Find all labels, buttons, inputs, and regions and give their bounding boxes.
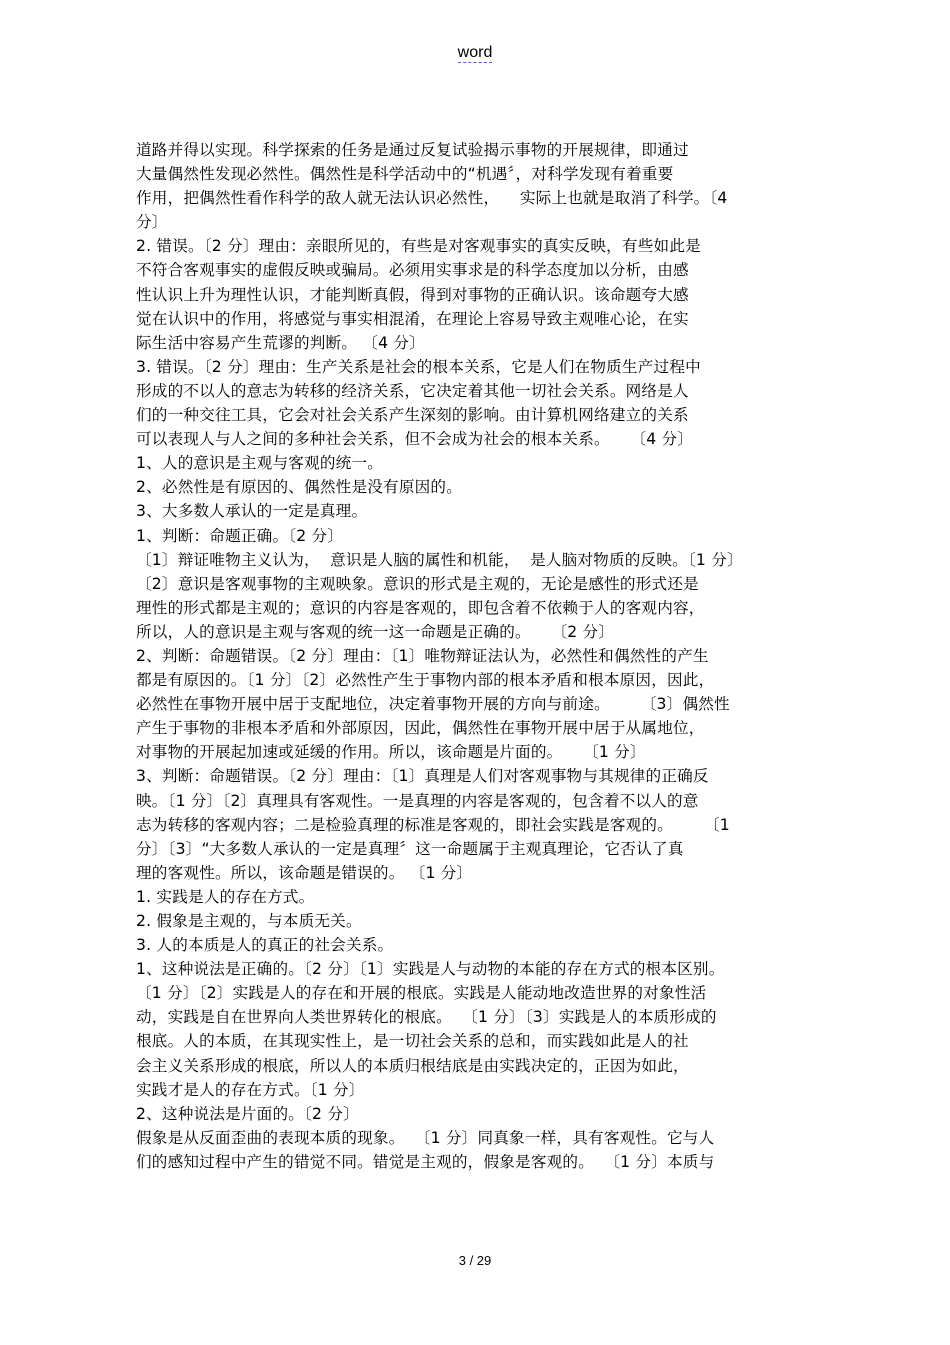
text-line: 所以，人的意识是主观与客观的统一这一命题是正确的。 〔2 分〕 — [136, 622, 615, 641]
text-line: 志为转移的客观内容；二是检验真理的标准是客观的，即社会实践是客观的。 〔1 — [136, 815, 730, 834]
text-line: 作用，把偶然性看作科学的敌人就无法认识必然性， 实际上也就是取消了科学。〔4 — [136, 189, 728, 208]
text-line: 会主义关系形成的根底，所以人的本质归根结底是由实践决定的，正因为如此， — [136, 1056, 689, 1075]
text-line: 道路并得以实现。科学探索的任务是通过反复试验揭示事物的开展规律，即通过 — [136, 141, 689, 159]
page-number: 3 / 29 — [458, 1253, 492, 1268]
text-line: 3、大多数人承认的一定是真理。 — [136, 502, 368, 521]
text-line: 1、判断：命题正确。〔2 分〕 — [136, 526, 344, 545]
text-line: 3. 人的本质是人的真正的社会关系。 — [136, 936, 394, 955]
text-line: 性认识上升为理性认识，才能判断真假，得到对事物的正确认识。该命题夸大感 — [136, 285, 689, 304]
text-line: 分〕 — [136, 213, 168, 232]
header-title: word — [457, 44, 493, 61]
text-line: 都是有原因的。〔1 分〕〔2〕必然性产生于事物内部的根本矛盾和根本原因，因此， — [136, 671, 715, 690]
text-line: 2、判断：命题错误。〔2 分〕理由：〔1〕唯物辩证法认为，必然性和偶然性的产生 — [136, 646, 709, 665]
text-line: 2. 假象是主观的，与本质无关。 — [136, 912, 362, 930]
text-line: 分〕〔3〕“大多数人承认的一定是真理〞这一命题属于主观真理论，它否认了真 — [136, 839, 684, 858]
text-line: 们的一种交往工具，它会对社会关系产生深刻的影响。由计算机网络建立的关系 — [136, 406, 689, 425]
text-line: 1、这种说法是正确的。〔2 分〕〔1〕实践是人与动物的本能的存在方式的根本区别。 — [136, 960, 725, 979]
text-line: 〔2〕意识是客观事物的主观映象。意识的形式是主观的，无论是感性的形式还是 — [136, 574, 699, 593]
text-line: 假象是从反面歪曲的表现本质的现象。 〔1 分〕同真象一样，具有客观性。它与人 — [136, 1128, 715, 1147]
text-line: 3. 错误。〔2 分〕理由：生产关系是社会的根本关系，它是人们在物质生产过程中 — [136, 357, 701, 376]
text-line: 理的客观性。所以，该命题是错误的。 〔1 分〕 — [136, 863, 473, 882]
text-line: 们的感知过程中产生的错觉不同。错觉是主观的，假象是客观的。 〔1 分〕本质与 — [136, 1152, 715, 1171]
text-line: 〔1〕辩证唯物主义认为， 意识是人脑的属性和机能， 是人脑对物质的反映。〔1 分〕 — [136, 550, 743, 569]
text-line: 映。〔1 分〕〔2〕真理具有客观性。一是真理的内容是客观的，包含着不以人的意 — [136, 791, 699, 810]
text-line: 1、人的意识是主观与客观的统一。 — [136, 454, 384, 473]
text-line: 动，实践是自在世界向人类世界转化的根底。 〔1 分〕〔3〕实践是人的本质形成的 — [136, 1008, 717, 1027]
text-line: 觉在认识中的作用，将感觉与事实相混淆，在理论上容易导致主观唯心论，在实 — [136, 309, 689, 328]
text-line: 必然性在事物开展中居于支配地位，决定着事物开展的方向与前途。 〔3〕偶然性 — [136, 695, 730, 714]
text-line: 际生活中容易产生荒谬的判断。 〔4 分〕 — [136, 333, 425, 352]
text-line: 对事物的开展起加速或延缓的作用。所以，该命题是片面的。 〔1 分〕 — [136, 743, 646, 762]
text-line: 实践才是人的存在方式。〔1 分〕 — [136, 1080, 365, 1099]
text-line: 可以表现人与人之间的多种社会关系，但不会成为社会的根本关系。 〔4 分〕 — [136, 430, 694, 449]
text-line: 根底。人的本质，在其现实性上，是一切社会关系的总和，而实践如此是人的社 — [136, 1032, 689, 1051]
text-line: 1. 实践是人的存在方式。 — [136, 887, 315, 906]
text-line: 2、必然性是有原因的、偶然性是没有原因的。 — [136, 478, 462, 497]
text-line: 〔1 分〕〔2〕实践是人的存在和开展的根底。实践是人能动地改造世界的对象性活 — [136, 984, 707, 1003]
text-line: 理性的形式都是主观的；意识的内容是客观的，即包含着不依赖于人的客观内容， — [136, 598, 705, 617]
text-line: 2. 错误。〔2 分〕理由：亲眼所见的，有些是对客观事实的真实反映，有些如此是 — [136, 237, 701, 256]
text-line: 不符合客观事实的虚假反映或骗局。必须用实事求是的科学态度加以分析，由感 — [136, 261, 689, 280]
text-line: 产生于事物的非根本矛盾和外部原因，因此，偶然性在事物开展中居于从属地位， — [136, 719, 705, 738]
document-body — [136, 138, 826, 1174]
text-line: 形成的不以人的意志为转移的经济关系，它决定着其他一切社会关系。网络是人 — [136, 381, 689, 400]
text-line: 3、判断：命题错误。〔2 分〕理由：〔1〕真理是人们对客观事物与其规律的正确反 — [136, 767, 709, 786]
text-line: 大量偶然性发现必然性。偶然性是科学活动中的“机遇〞，对科学发现有着重要 — [136, 165, 674, 184]
text-line: 2、这种说法是片面的。〔2 分〕 — [136, 1104, 359, 1123]
page-header — [0, 44, 950, 62]
